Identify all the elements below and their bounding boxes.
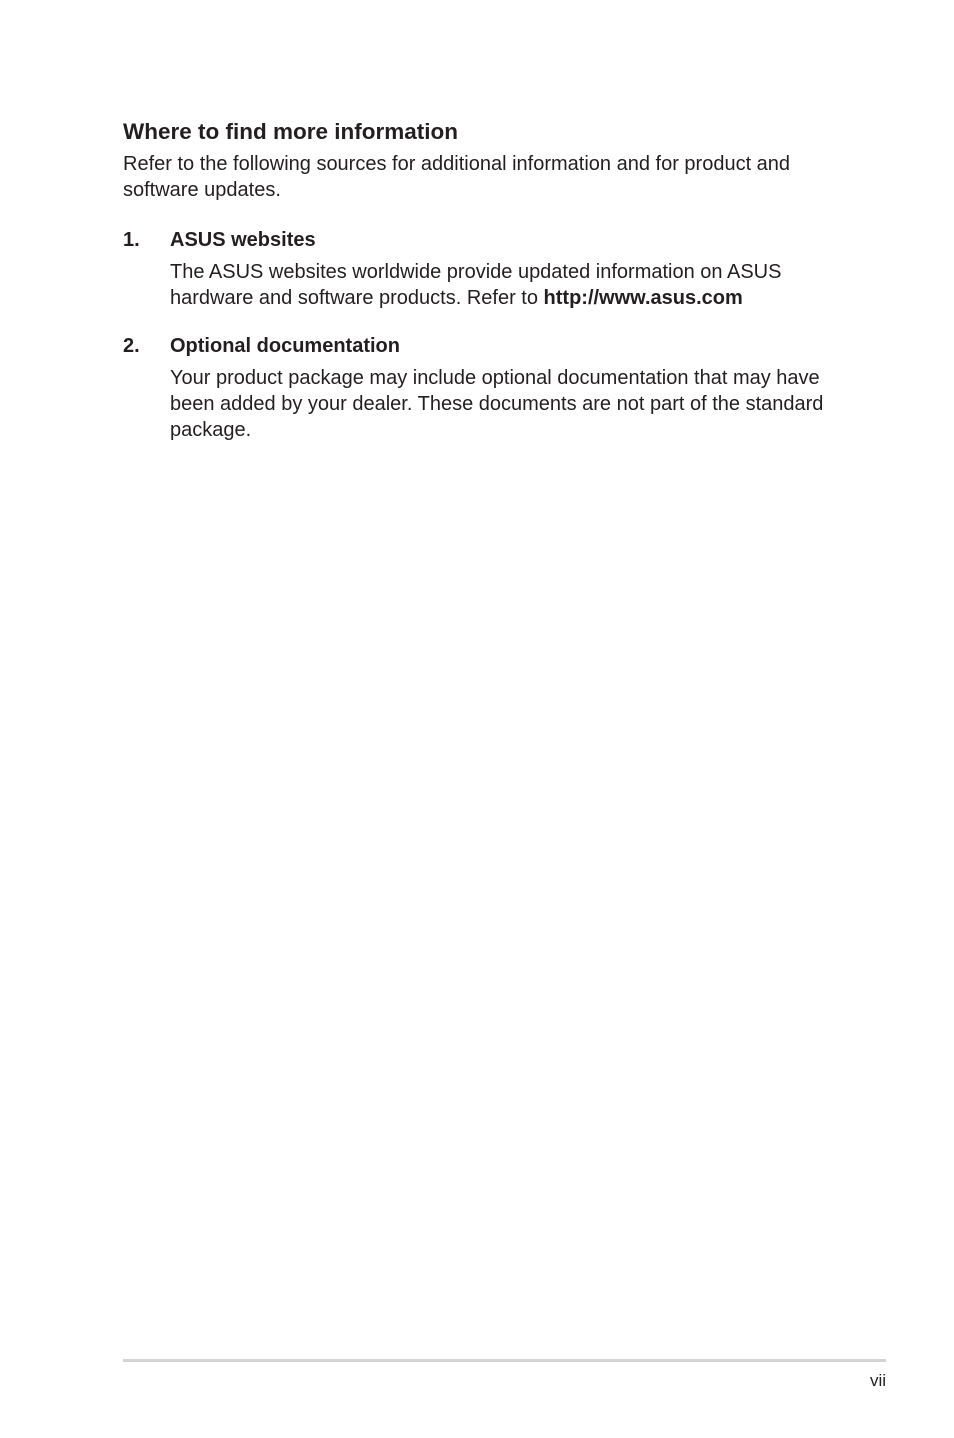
item-body-text: Your product package may include optional documentation that may have been added by your dealer. These documents are not part of the standard package. <box>170 367 824 441</box>
list-item <box>123 227 843 311</box>
footer-divider <box>123 1359 886 1362</box>
item-heading: ASUS websites <box>170 229 316 251</box>
item-body-text: The ASUS websites worldwide provide updated information on ASUS hardware and software products. Refer to <box>170 261 782 309</box>
page-number: vii <box>869 1371 886 1390</box>
intro-paragraph: Refer to the following sources for additional information and for product and software updates. <box>123 153 791 201</box>
item-number: 1. <box>123 229 140 251</box>
section-title: Where to find more information <box>123 119 458 144</box>
item-number: 2. <box>123 335 140 357</box>
page-content <box>123 116 843 465</box>
item-heading: Optional documentation <box>170 335 400 357</box>
item-body <box>170 259 850 311</box>
sources-list <box>123 227 843 443</box>
asus-website-link[interactable]: http://www.asus.com <box>543 287 743 309</box>
list-item <box>123 333 843 443</box>
item-body <box>170 365 850 443</box>
